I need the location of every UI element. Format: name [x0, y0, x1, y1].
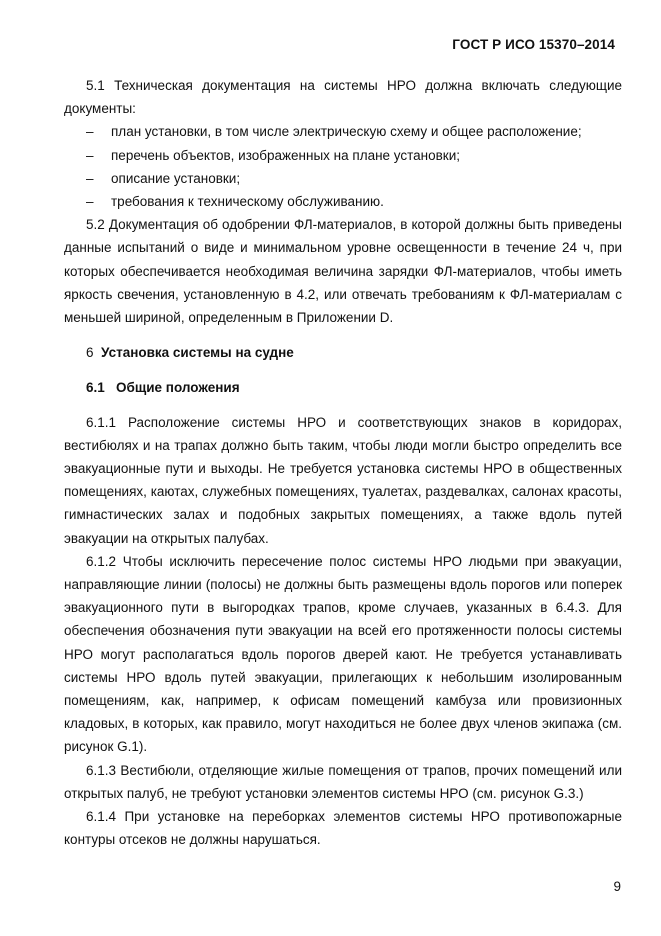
list-item-text: перечень объектов, изображенных на плане установки;: [111, 147, 461, 163]
subsection-heading-6-1: 6.1 Общие положения: [86, 380, 240, 396]
section-title: Установка системы на судне: [101, 345, 294, 361]
list-item-text: план установки, в том числе электрическую схему и общее расположение;: [111, 124, 582, 140]
paragraph-6-1-4: 6.1.4 При установке на переборках элементов системы НРО противопожарные контуры отсеков не должны нарушаться.: [64, 809, 622, 848]
list-item: [64, 190, 622, 213]
page-body: [64, 74, 622, 852]
list-item: [64, 144, 622, 167]
list-dash: –: [86, 170, 94, 186]
list-item-text: описание установки;: [111, 170, 241, 186]
list-item: [64, 120, 622, 143]
paragraph-6-1-3: 6.1.3 Вестибюли, отделяющие жилые помещения от трапов, прочих помещений или открытых палуб, не требуют установки элементов системы НРО (см. рисунок G.3.): [64, 762, 622, 801]
section-number: 6: [86, 345, 94, 361]
list-item: [64, 167, 622, 190]
section-heading-6: [64, 341, 622, 364]
list-dash: –: [86, 147, 94, 163]
paragraph-5-1: 5.1 Техническая документация на системы НРО должна включать следующие документы:: [64, 78, 622, 117]
paragraph-5-2: 5.2 Документация об одобрении ФЛ-материалов, в которой должны быть приведены данные испытаний о виде и минимальном уровне освещенности в течение 24 ч, при которых обеспечивается необходимая величина зарядки ФЛ-материалов, чтобы иметь яркость свечения, установленную в 4.2, или отвечать требованиям к ФЛ-материалам с меньшей шириной, определенным в Приложении D.: [64, 217, 622, 326]
documentation-list: [64, 120, 622, 213]
list-dash: –: [86, 194, 94, 210]
list-dash: –: [86, 124, 94, 140]
standard-designation: ГОСТ Р ИСО 15370–2014: [452, 37, 615, 52]
page-number: 9: [613, 879, 621, 894]
paragraph-6-1-1: 6.1.1 Расположение системы НРО и соответствующих знаков в коридорах, вестибюлях и на трапах должно быть таким, чтобы люди могли быстро определить все эвакуационные пути и выходы. Не требуется установка системы НРО в общественных помещениях, каютах, служебных помещениях, туалетах, раздевалках, салонах красоты, гимнастических залах и подобных закрытых помещениях, а также вдоль путей эвакуации на открытых палубах.: [64, 414, 622, 546]
paragraph-6-1-2: 6.1.2 Чтобы исключить пересечение полос системы НРО людьми при эвакуации, направляющие линии (полосы) не должны быть размещены вдоль порогов или поперек эвакуационного пути в выгородках трапов, кроме случаев, указанных в 6.4.3. Для обеспечения обозначения пути эвакуации на всей его протяженности полосы системы НРО могут располагаться вдоль порогов дверей кают. Не требуется устанавливать системы НРО вдоль путей эвакуации, прилегающих к небольшим изолированным помещениям, как, например, к офисам помещений камбуза или провизионных кладовых, в которых, как правило, могут находиться не более двух членов экипажа (см. рисунок G.1).: [64, 553, 622, 755]
list-item-text: требования к техническому обслуживанию.: [111, 194, 384, 210]
